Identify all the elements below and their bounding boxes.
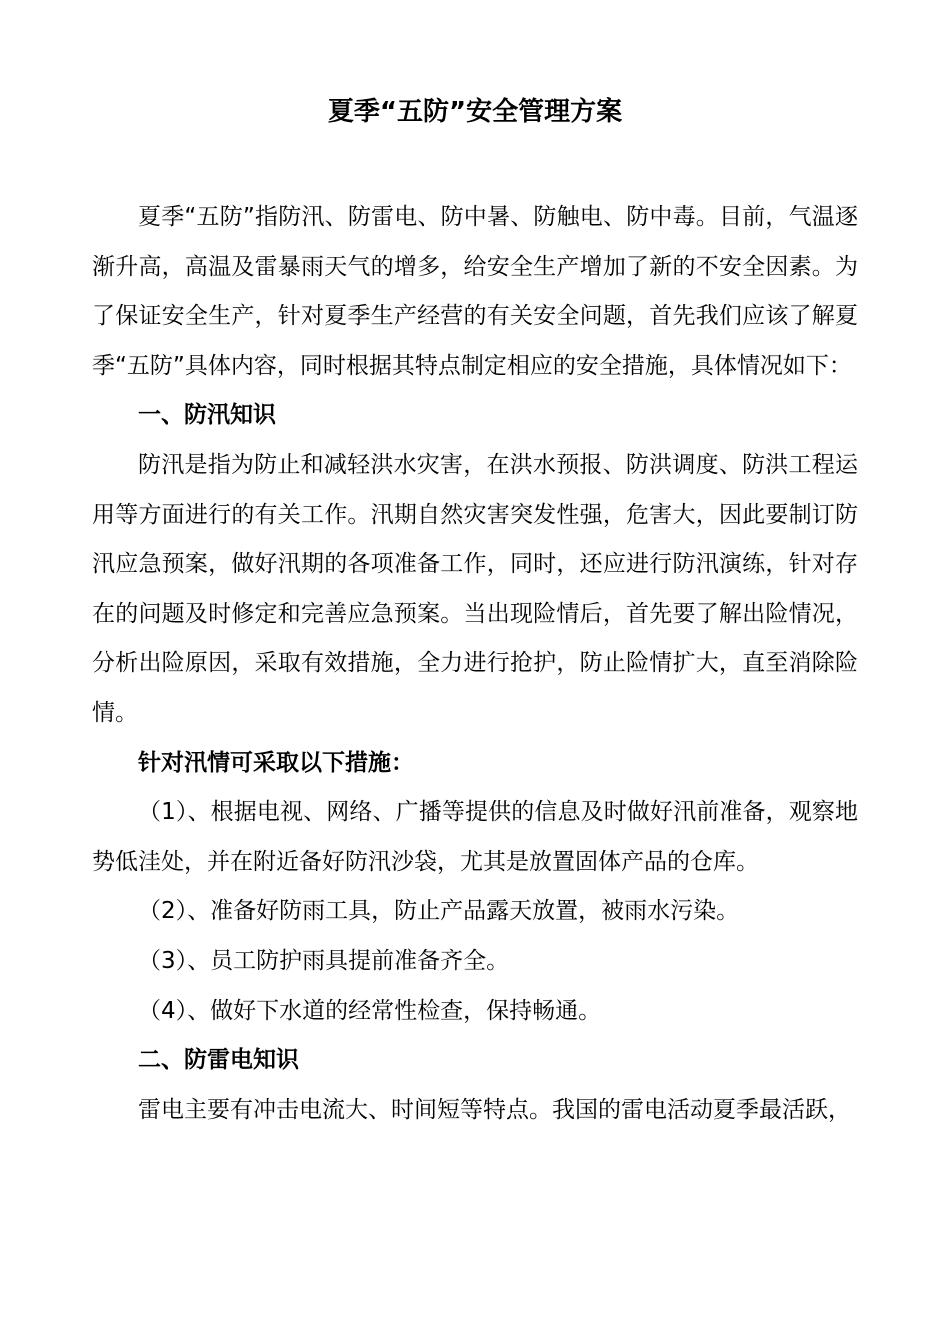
- document-title: 夏季“五防”安全管理方案: [327, 97, 623, 127]
- measure-item: （2）、准备好防雨工具，防止产品露天放置，被雨水污染。: [138, 898, 740, 925]
- lightning-paragraph: 雷电主要有冲击电流大、时间短等特点。我国的雷电活动夏季最活跃，: [138, 1096, 851, 1123]
- section-heading-flood: 一、防汛知识: [138, 402, 276, 429]
- section-heading-lightning: 二、防雷电知识: [138, 1047, 299, 1074]
- measure-item: （1）、根据电视、网络、广播等提供的信息及时做好汛前准备，观察地势低洼处，并在附近备好防汛沙袋，尤其是放置固体产品的仓库。: [92, 799, 858, 875]
- intro-paragraph: 夏季“五防”指防汛、防雷电、防中暑、防触电、防中毒。目前，气温逐渐升高，高温及雷暴雨天气的增多，给安全生产增加了新的不安全因素。为了保证安全生产，针对夏季生产经营的有关安全问题，首先我们应该了解夏季“五防”具体内容，同时根据其特点制定相应的安全措施，具体情况如下：: [92, 204, 858, 379]
- flood-paragraph: 防汛是指为防止和减轻洪水灾害，在洪水预报、防洪调度、防洪工程运用等方面进行的有关工作。汛期自然灾害突发性强，危害大，因此要制订防汛应急预案，做好汛期的各项准备工作，同时，还应进行防汛演练，针对存在的问题及时修定和完善应急预案。当出现险情后，首先要了解出险情况，分析出险原因，采取有效措施，全力进行抢护，防止险情扩大，直至消除险情。: [92, 451, 858, 726]
- document-body: [92, 193, 858, 1135]
- measure-item: （3）、员工防护雨具提前准备齐全。: [138, 947, 510, 974]
- measure-item: （4）、做好下水道的经常性检查，保持畅通。: [138, 997, 602, 1024]
- measures-heading: 针对汛情可采取以下措施：: [138, 749, 414, 776]
